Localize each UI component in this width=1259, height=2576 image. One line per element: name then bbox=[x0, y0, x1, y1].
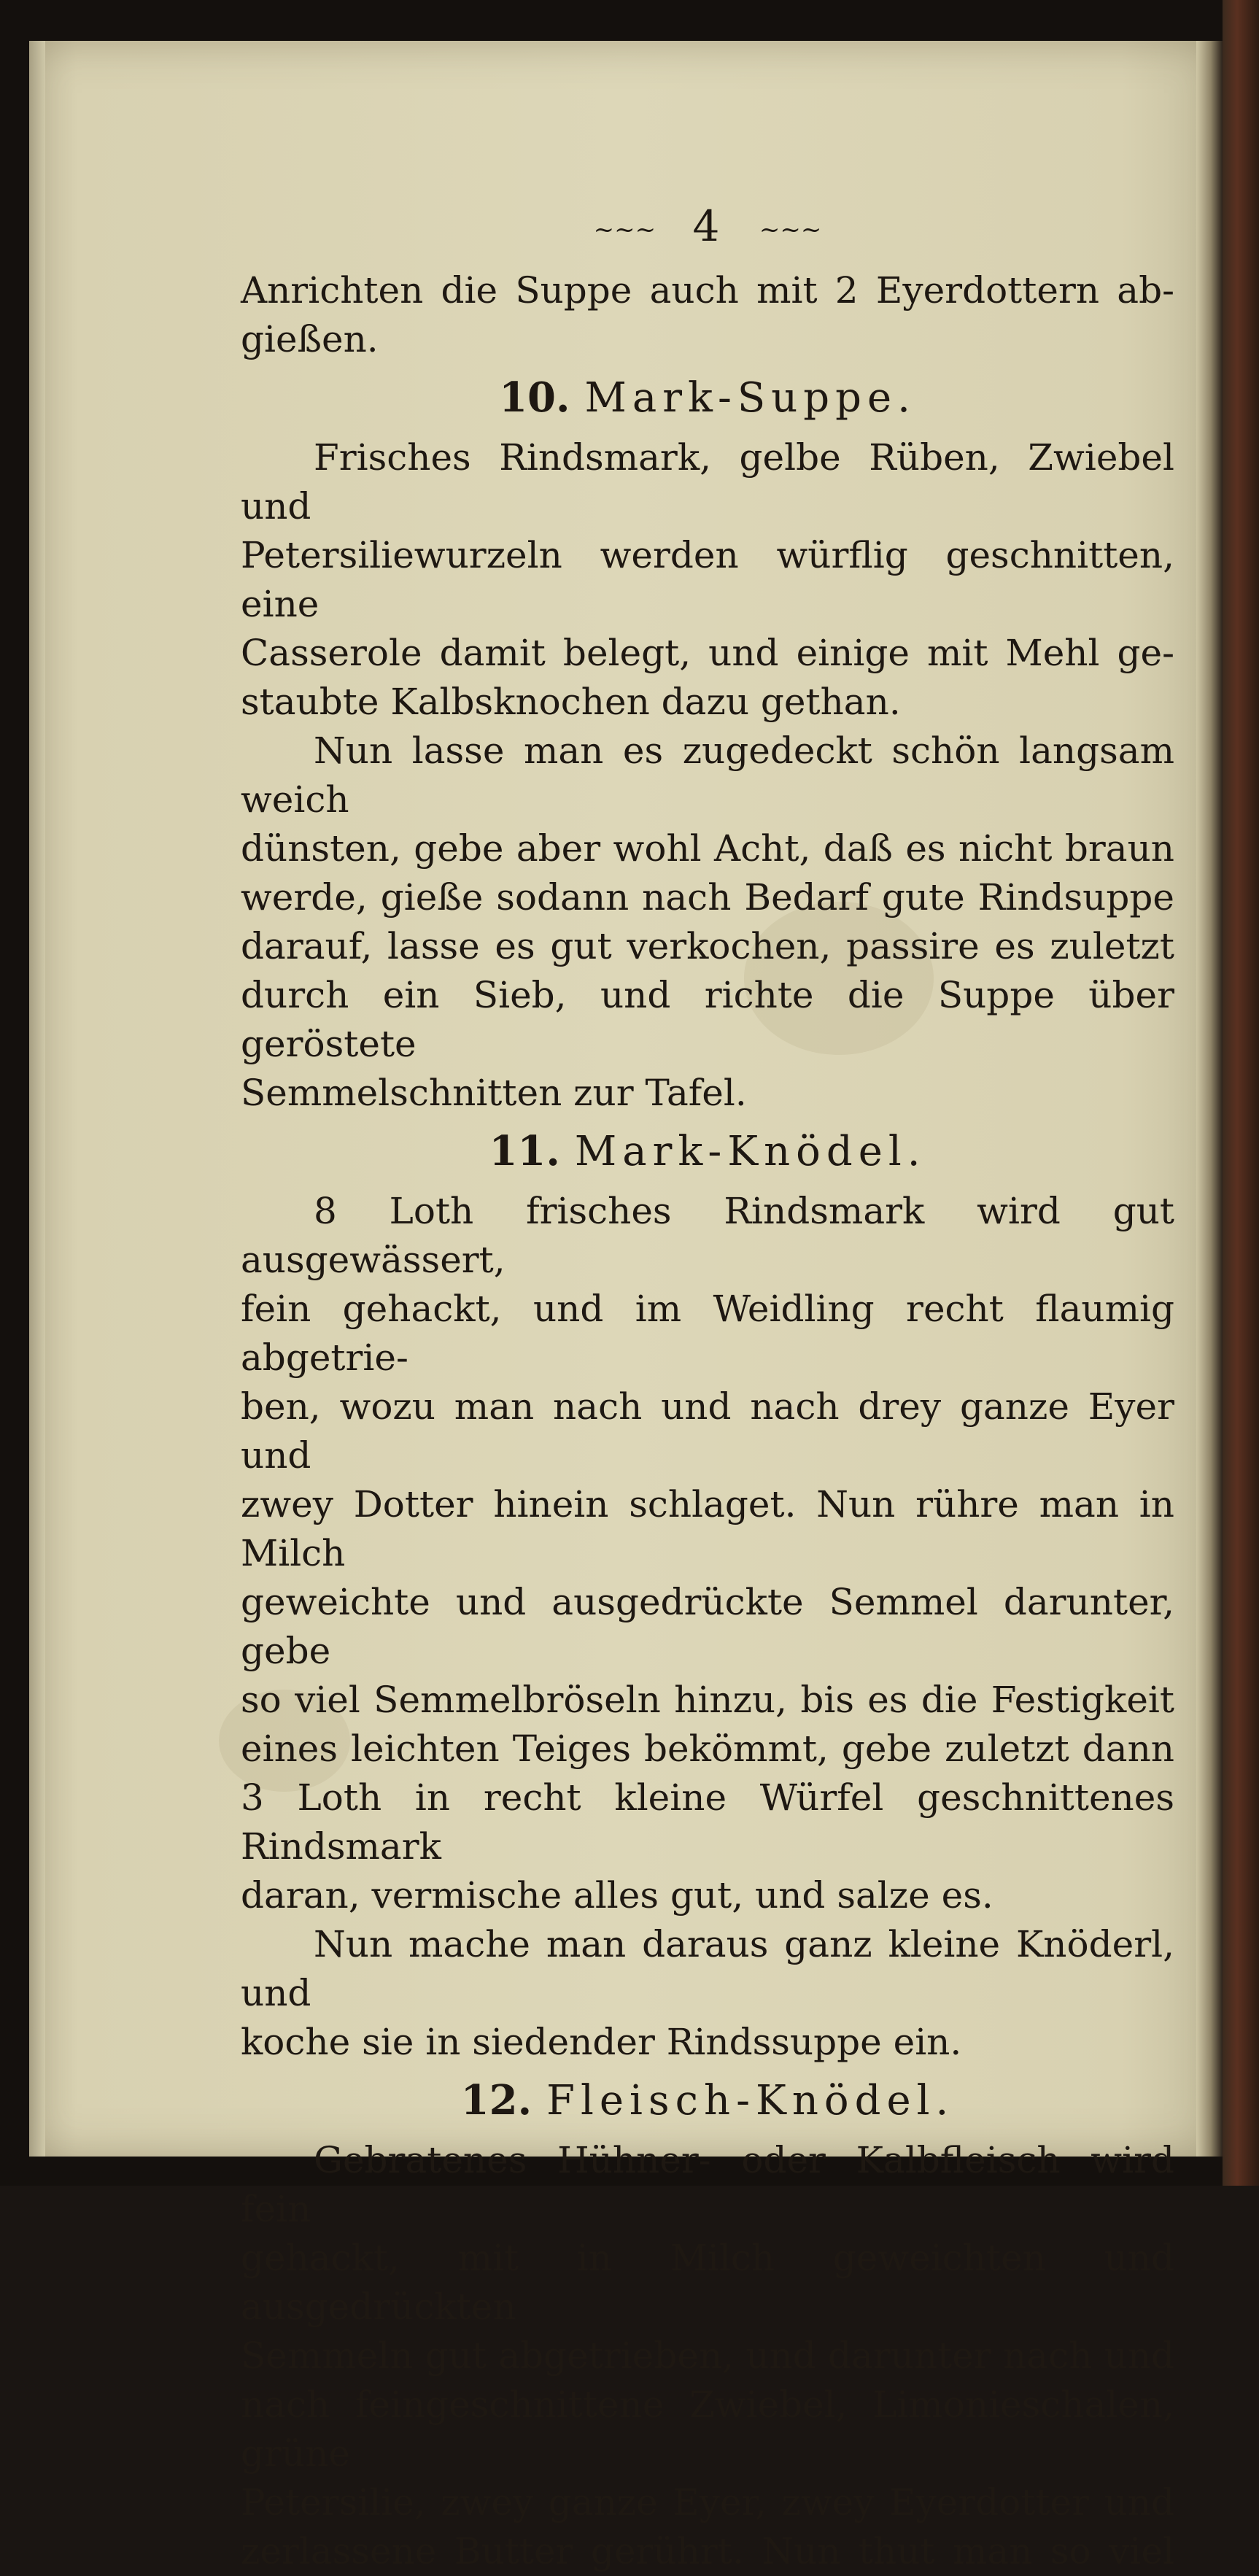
text-line: Casserole damit belegt, und einige mit Mehl ge- bbox=[241, 631, 1174, 674]
text-line: werde, gieße sodann nach Bedarf gute Rindsuppe bbox=[241, 875, 1174, 918]
text-line: Gebratenes Hühner- oder Kalbfleisch wird fein bbox=[241, 2138, 1174, 2230]
text-line: ben, wozu man nach und nach drey ganze Eyer und bbox=[241, 1385, 1174, 1477]
text-line: daran, vermische alles gut, und salze es. bbox=[241, 1873, 993, 1916]
recipe-number: 10. bbox=[499, 373, 570, 422]
ornament-dash-right: ~~~ bbox=[759, 214, 822, 244]
recipe-heading-12 bbox=[241, 2070, 1174, 2132]
text-line: Anrichten die Suppe auch mit 2 Eyerdottern ab- bbox=[241, 268, 1174, 312]
text-line: Petersiliewurzeln werden würflig geschnitten, eine bbox=[241, 533, 1174, 625]
text-line: 3 Loth in recht kleine Würfel geschnittenes Rindsmark bbox=[241, 1776, 1174, 1868]
text-line: 8 Loth frisches Rindsmark wird gut ausgewässert, bbox=[241, 1189, 1174, 1281]
text-line: zwey Dotter hinein schlaget. Nun rühre man in Milch bbox=[241, 1482, 1174, 1574]
text-line: dünsten, gebe aber wohl Acht, daß es nicht braun bbox=[241, 827, 1174, 870]
text-line: Nun mache man daraus ganz kleine Knöderl, und bbox=[241, 1922, 1174, 2014]
text-line: darauf, lasse es gut verkochen, passire es zuletzt bbox=[241, 924, 1174, 967]
recipe-number: 12. bbox=[460, 2076, 532, 2124]
book-spine bbox=[1223, 0, 1259, 2186]
page-text bbox=[241, 197, 1174, 2576]
recipe-paragraph bbox=[241, 1920, 1174, 2067]
intro-paragraph bbox=[241, 266, 1174, 364]
recipe-title: Mark-Suppe. bbox=[584, 374, 916, 422]
recipe-heading-10 bbox=[241, 367, 1174, 429]
text-line: staubte Kalbsknochen dazu gethan. bbox=[241, 680, 901, 723]
text-line: Nun lasse man es zugedeckt schön langsam weich bbox=[241, 729, 1174, 821]
text-line: Semmeln gut abgetrieben, und darunter nach und bbox=[241, 2334, 1174, 2377]
recipe-heading-11 bbox=[241, 1121, 1174, 1183]
text-line: nach feingeschnittene Zwiebel, Limonieschalen, grüne bbox=[241, 2383, 1174, 2475]
page-number: 4 bbox=[692, 201, 723, 251]
text-line: zerlassene Butter gerührt. Nun thut man so viel bbox=[241, 2529, 1174, 2572]
text-line: eines leichten Teiges bekömmt, gebe zuletzt dann bbox=[241, 1727, 1174, 1770]
recipe-number: 11. bbox=[489, 1126, 560, 1175]
text-line: gehackt, mit in Milch geweichten und ausgedrückten bbox=[241, 2236, 1174, 2328]
recipe-title: Fleisch-Knödel. bbox=[546, 2076, 955, 2124]
running-head bbox=[241, 197, 1174, 259]
ornament-dash-left: ~~~ bbox=[593, 214, 656, 244]
text-line: Petersilie, zwey ganze Eyer, zwey Eyerdotter und bbox=[241, 2480, 1174, 2523]
page-edge-right bbox=[1196, 41, 1223, 2157]
recipe-title: Mark-Knödel. bbox=[574, 1127, 926, 1175]
text-line: fein gehackt, und im Weidling recht flaumig abgetrie- bbox=[241, 1287, 1174, 1379]
text-line: geweichte und ausgedrückte Semmel darunter, gebe bbox=[241, 1580, 1174, 1672]
recipe-paragraph bbox=[241, 433, 1174, 727]
recipe-paragraph bbox=[241, 1187, 1174, 1920]
text-line: koche sie in siedender Rindssuppe ein. bbox=[241, 2020, 962, 2063]
page-gutter-left bbox=[29, 41, 45, 2157]
text-line: Frisches Rindsmark, gelbe Rüben, Zwiebel und bbox=[241, 436, 1174, 527]
recipe-paragraph bbox=[241, 727, 1174, 1118]
text-line: durch ein Sieb, und richte die Suppe über geröstete bbox=[241, 973, 1174, 1065]
text-line: gießen. bbox=[241, 317, 379, 360]
text-line: so viel Semmelbröseln hinzu, bis es die Festigkeit bbox=[241, 1678, 1174, 1721]
recipe-paragraph bbox=[241, 2136, 1174, 2576]
text-line: Semmelschnitten zur Tafel. bbox=[241, 1071, 747, 1114]
